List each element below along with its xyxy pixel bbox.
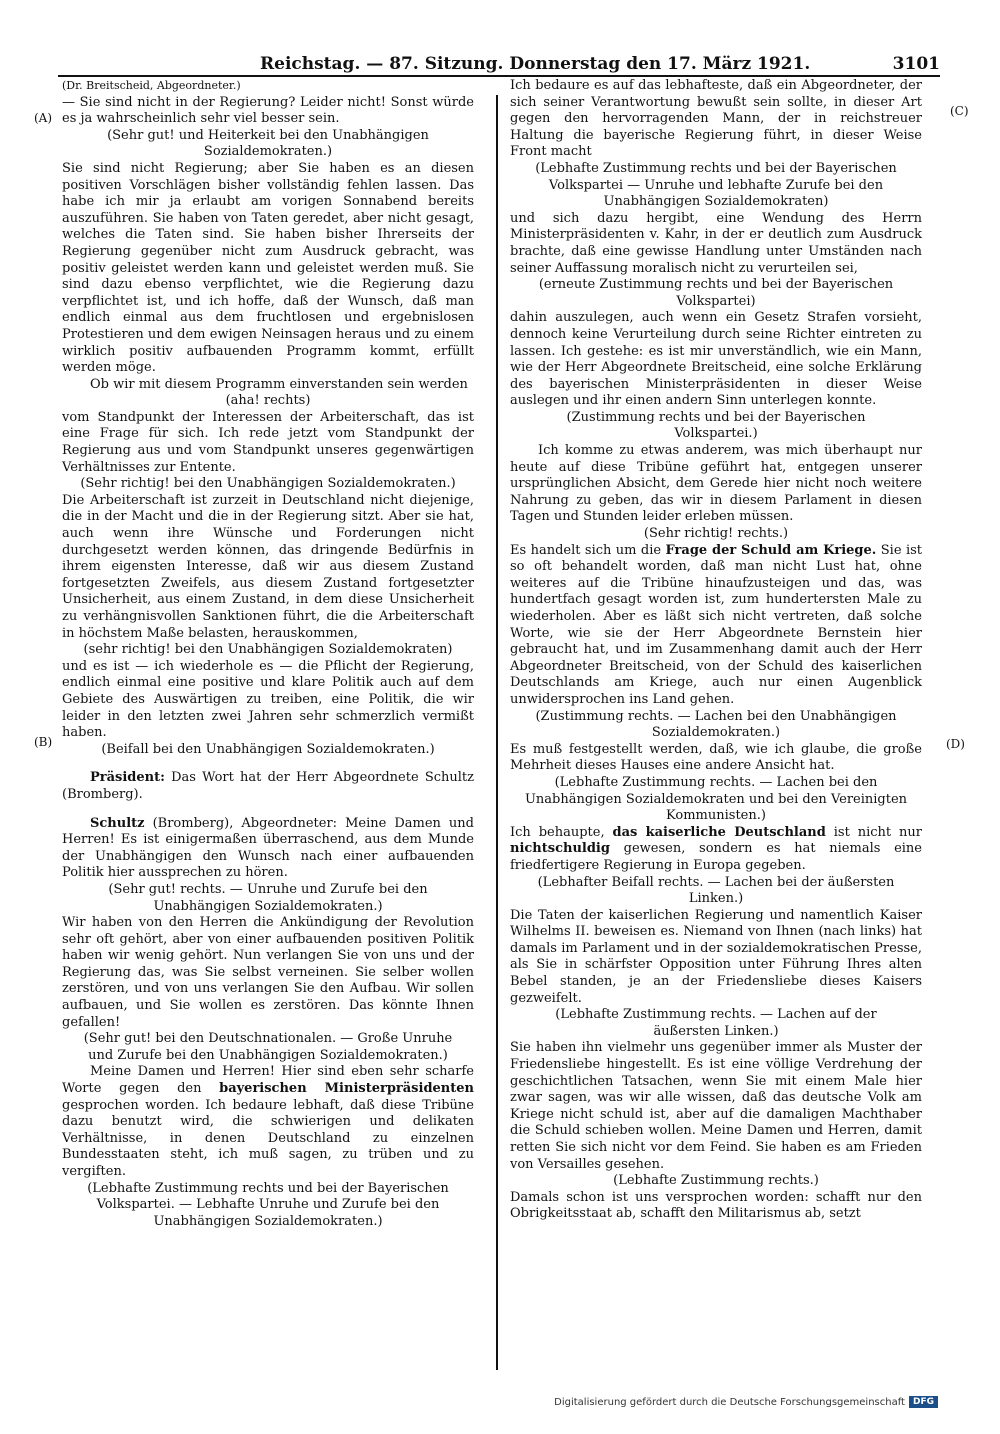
dfg-logo: DFG — [909, 1396, 938, 1408]
margin-marker-c: (C) — [950, 104, 969, 118]
left-column — [62, 78, 474, 1230]
emphasis-text: bayerischen Ministerpräsidenten — [219, 1081, 474, 1097]
header-rule — [58, 75, 940, 77]
paragraph: und sich dazu hergibt, eine Wendung des Herrn Ministerpräsidenten v. Kahr, in der er deutlich zum Ausdruck brachte, daß eine gewisse Handlung unter Umständen nach seiner Auffassung moralisch nicht zu verurteilen sei, — [510, 210, 922, 276]
interjection: (aha! rechts) — [225, 393, 311, 409]
paragraph: Es muß festgestellt werden, daß, wie ich glaube, die große Mehrheit dieses Hauses eine andere Ansicht hat. — [510, 741, 922, 774]
interjection: (Sehr gut! und Heiterkeit bei den Unabhängigen Sozialdemokraten.) — [107, 127, 429, 160]
paragraph: Ich bedaure es auf das lebhafteste, daß ein Abgeordneter, der sich seiner Verantwortung bewußt sein sollte, in dieser Art gegen den hervorragenden Mann, der in reichstreuer Haltung die bayerische Regierung führt, in dieser Weise Front macht — [510, 78, 922, 160]
paragraph — [510, 543, 922, 709]
text-span: gesprochen worden. Ich bedaure lebhaft, daß diese Tribüne dazu benutzt wird, die schwierigen und delikaten Verhältnisse, in denen Deutschland zu einzelnen Bundesstaaten steht, ich muß sagen, zu trüben und zu vergiften. — [62, 1097, 474, 1179]
emphasis-text: Frage der Schuld am Kriege. — [665, 542, 877, 558]
text-span: gewesen, sondern es hat niemals eine friedfertigere Regierung in Europa gegeben. — [510, 841, 922, 873]
margin-marker-a: (A) — [34, 111, 53, 125]
interjection: (Lebhafte Zustimmung rechts. — Lachen auf der äußersten Linken.) — [555, 1007, 877, 1039]
president-label: Präsident: — [90, 770, 165, 786]
speaker-name: Schultz — [90, 815, 145, 831]
paragraph: Wir haben von den Herren die Ankündigung der Revolution sehr oft gehört, aber von einer aufbauenden positiven Politik haben wir wenig gehört. Nun verlangen Sie von uns und der Regierung das, was Sie selbst verneinen. Sie selber wollen zerstören, und von uns verlangen Sie den Aufbau. Wir sollen aufbauen, und Sie wollen es zerstören. Das könnte Ihnen gefallen! — [62, 915, 474, 1030]
interjection: (Lebhafte Zustimmung rechts und bei der Bayerischen Volkspartei — Unruhe und lebhafte Zurufe bei den Unabhängigen Sozialdemokraten) — [535, 160, 897, 210]
interjection: (erneute Zustimmung rechts und bei der Bayerischen Volkspartei) — [538, 277, 894, 309]
paragraph — [62, 1064, 474, 1180]
text-span: Meine Damen und Herren! Hier sind eben sehr scharfe Worte gegen den — [62, 1064, 474, 1097]
column-divider — [496, 95, 498, 1370]
paragraph — [510, 825, 922, 875]
text-span: Es handelt sich um die — [510, 542, 662, 558]
interjection: (Sehr gut! bei den Deutschnationalen. — Große Unruhe und Zurufe bei den Unabhängigen Sozialdemokraten.) — [83, 1031, 453, 1063]
paragraph: vom Standpunkt der Interessen der Arbeiterschaft, das ist eine Frage für sich. Ich rede jetzt vom Standpunkt der Regierung aus und vom Standpunkt unseres gegenwärtigen Verhältnisses zur Entente. — [62, 409, 474, 475]
interjection: (Beifall bei den Unabhängigen Sozialdemokraten.) — [101, 741, 435, 757]
text-span: ist nicht nur — [833, 824, 922, 840]
paragraph: Sie haben ihn vielmehr uns gegenüber immer als Muster der Friedensliebe hingestellt. Es ist eine völlige Verdrehung der geschichtlichen Tatsachen, wenn Sie mit einem Male hier zwar sagen, was wir alle wissen, daß das deutsche Volk am Kriege nicht schuld ist, aber auf die damaligen Machthaber die Schuld schieben wollen. Meine Damen und Herren, damit retten Sie sich nicht vor dem Feind. Sie haben es am Frieden von Versailles gesehen. — [510, 1040, 922, 1172]
emphasis-text: nichtschuldig — [510, 841, 610, 857]
paragraph: Die Arbeiterschaft ist zurzeit in Deutschland nicht diejenige, die in der Macht und die in der Regierung sitzt. Aber sie hat, auch wenn ihre Wünsche und Forderungen nicht durchgesetzt werden können, das dringende Bedürfnis in ihrem eigensten Interesse, daß wir aus diesem Zustand fortgesetzten Zweifels, aus diesem Zustand fortgesetzter Unsicherheit, aus einem Zustand, in dem diese Unsicherheit zu verhängnisvollen Sanktionen führt, die die Arbeiterschaft in höchstem Maße belasten, herauskommen, — [62, 492, 474, 641]
header-title: Reichstag. — 87. Sitzung. Donnerstag den 17. März 1921. — [260, 54, 811, 74]
paragraph: Sie sind nicht Regierung; aber Sie haben es an diesen positiven Vorschlägen bisher vollständig fehlen lassen. Das habe ich mir ja erlaubt am vorigen Sonnabend bereits auszuführen. Sie haben von Taten geredet, aber nicht gesagt, welches die Taten sind. Sie haben bisher Ihrerseits der Regierung gegenüber nicht zum Ausdruck gebracht, was positiv geleistet werden kann und geleistet werden muß. Sie sind dazu ebenso verpflichtet, wie die Regierung dazu verpflichtet ist, und ich hoffe, daß der Wunsch, daß man endlich einmal aus dem fruchtlosen und ergebnislosen Protestieren und dem ewigen Neinsagen heraus und zu einem wirklich positiv aufbauenden Programm kommt, erfüllt werden möge. — [62, 160, 474, 376]
margin-marker-b: (B) — [34, 735, 53, 749]
digitization-credit — [554, 1396, 938, 1408]
paragraph: — Sie sind nicht in der Regierung? Leider nicht! Sonst würde es ja wahrscheinlich sehr viel besser sein. — [62, 94, 474, 127]
interjection: (sehr richtig! bei den Unabhängigen Sozialdemokraten) — [83, 642, 453, 658]
interjection: (Sehr richtig! bei den Unabhängigen Sozialdemokraten.) — [80, 476, 456, 492]
margin-marker-d: (D) — [946, 737, 965, 751]
interjection: (Zustimmung rechts. — Lachen bei den Unabhängigen Sozialdemokraten.) — [535, 708, 897, 741]
paragraph: dahin auszulegen, auch wenn ein Gesetz Strafen vorsieht, dennoch keine Verurteilung durch seine Richter eintreten zu lassen. Ich gestehe: es ist mir unverständlich, wie ein Mann, wie der Herr Abgeordnete Breitscheid, eine solche Erklärung des bayerischen Ministerpräsidenten in dieser Weise auslegen und ihr einen andern Sinn unterlegen konnte. — [510, 310, 922, 409]
interjection: (Lebhafte Zustimmung rechts.) — [613, 1173, 819, 1189]
paragraph: Ich komme zu etwas anderem, was mich überhaupt nur heute auf diese Tribüne geführt hat, entgegen unserer ursprünglichen Absicht, dem Gerede hier nicht noch weitere Nahrung zu geben, das wir in diesem Parlament in diesen Tagen und Stunden leider erleben müssen. — [510, 443, 922, 525]
right-column — [510, 78, 922, 1223]
speaker-running-head: (Dr. Breitscheid, Abgeordneter.) — [62, 79, 241, 92]
emphasis-text: das kaiserliche Deutschland — [612, 824, 826, 840]
president-statement — [62, 770, 474, 803]
paragraph: Damals schon ist uns versprochen worden: schafft nur den Obrigkeitsstaat ab, schafft den Militarismus ab, setzt — [510, 1189, 922, 1222]
interjection: (Lebhafte Zustimmung rechts. — Lachen bei den Unabhängigen Sozialdemokraten und bei den Vereinigten Kommunisten.) — [524, 774, 908, 824]
speech-text: (Bromberg), Abgeordneter: Meine Damen und Herren! Es ist einigermaßen überraschend, aus dem Munde der Unabhängigen den Wunsch nach einer aufbauenden Politik hier aussprechen zu hören. — [62, 815, 474, 881]
text-span: Ich behaupte, — [510, 824, 605, 840]
interjection: (Sehr gut! rechts. — Unruhe und Zurufe bei den Unabhängigen Sozialdemokraten.) — [108, 881, 428, 914]
paragraph: Ob wir mit diesem Programm einverstanden sein werden — [90, 376, 468, 392]
paragraph: und es ist — ich wiederhole es — die Pflicht der Regierung, endlich einmal eine positive und klare Politik auch auf dem Gebiete des Auswärtigen zu treiben, eine Politik, die wir leider in den letzten zwei Jahren sehr schmerzlich vermißt haben. — [62, 658, 474, 741]
paragraph: Die Taten der kaiserlichen Regierung und namentlich Kaiser Wilhelms II. beweisen es. Niemand von Ihnen (nach links) hat damals im Parlament und in der sozialdemokratischen Presse, als Sie in schärfster Opposition unter Führung Ihres alten Bebel standen, je an der Friedensliebe dieses Kaisers gezweifelt. — [510, 907, 922, 1006]
schultz-speech-start — [62, 816, 474, 882]
interjection: (Lebhafte Zustimmung rechts und bei der Bayerischen Volkspartei. — Lebhafte Unruhe und Zurufe bei den Unabhängigen Sozialdemokraten.) — [87, 1180, 449, 1229]
page-number: 3101 — [892, 54, 940, 74]
president-text: Das Wort hat der Herr Abgeordnete Schultz (Bromberg). — [62, 770, 475, 802]
interjection: (Zustimmung rechts und bei der Bayerischen Volkspartei.) — [566, 409, 866, 442]
interjection: (Lebhafter Beifall rechts. — Lachen bei der äußersten Linken.) — [537, 874, 895, 907]
credit-text: Digitalisierung gefördert durch die Deutsche Forschungsgemeinschaft — [554, 1396, 905, 1408]
interjection: (Sehr richtig! rechts.) — [643, 526, 789, 542]
text-span: Sie ist so oft behandelt worden, daß man nicht Lust hat, ohne weiteres auf die Tribüne hinaufzusteigen und das, was hundertfach gesagt worden ist, zum hundertersten Male zu wiederholen. Aber es läßt sich nicht vertreten, daß solche Worte, wie sie der Herr Abgeordnete Bernstein hier gebraucht hat, und im Zusammenhang damit auch der Herr Abgeordneter Breitscheid, von der Schuld des kaiserlichen Deutschlands am Kriege, auch nur einen Augenblick unwidersprochen ins Land gehen. — [510, 542, 922, 707]
